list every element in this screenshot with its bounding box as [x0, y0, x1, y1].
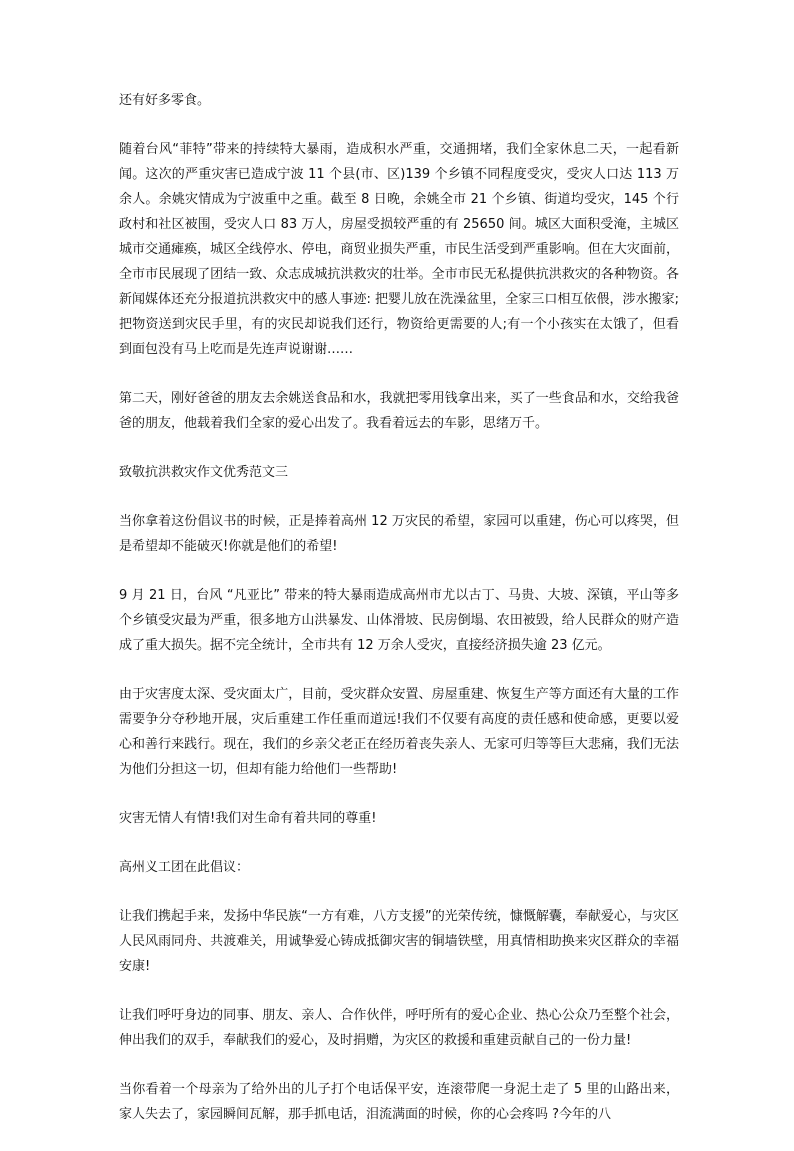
paragraph: 高州义工团在此倡议： — [119, 860, 250, 875]
paragraph: 让我们呼吁身边的同事、朋友、亲人、合作伙伴，呼吁所有的爱心企业、热心公众乃至整个社会，伸出我们的双手，奉献我们的爱心，及时捐赠，为灾区的救援和重建贡献自己的一份力量! — [119, 1008, 679, 1048]
paragraph: 9 月 21 日，台风 “凡亚比” 带来的特大暴雨造成高州市尤以古丁、马贵、大坡、深镇，平山等多个乡镇受灾最为严重，很多地方山洪暴发、山体滑坡、民房倒塌、农田被毁，给人民群众的财产造成了重大损失。据不完全统计，全市共有 12 万余人受灾，直接经济损失逾 23 亿元。 — [119, 588, 679, 653]
paragraph: 第二天，刚好爸爸的朋友去余姚送食品和水，我就把零用钱拿出来，买了一些食品和水，交给我爸爸的朋友，他载着我们全家的爱心出发了。我看着远去的车影，思绪万千。 — [119, 391, 679, 431]
paragraph: 还有好多零食。 — [119, 93, 211, 108]
paragraph: 让我们携起手来，发扬中华民族“一方有难，八方支援”的光荣传统，慷慨解囊，奉献爱心，与灾区人民风雨同舟、共渡难关，用诚挚爱心铸成抵御灾害的铜墙铁壁，用真情相助换来灾区群众的幸福安康! — [119, 909, 679, 974]
paragraph: 当你看着一个母亲为了给外出的儿子打个电话保平安，连滚带爬一身泥土走了 5 里的山路出来，家人失去了，家园瞬间瓦解，那手抓电话，泪流满面的时候，你的心会疼吗 ?今年的八 — [119, 1082, 679, 1122]
paragraph: 由于灾害度太深、受灾面太广，目前，受灾群众安置、房屋重建、恢复生产等方面还有大量的工作需要争分夺秒地开展，灾后重建工作任重而道远!我们不仅要有高度的责任感和使命感，更要以爱心和善行来践行。现在，我们的乡亲父老正在经历着丧失亲人、无家可归等等巨大悲痛，我们无法为他们分担这一切，但却有能力给他们一些帮助! — [119, 687, 679, 777]
paragraph: 当你拿着这份倡议书的时候，正是捧着高州 12 万灾民的希望，家园可以重建，伤心可以疼哭，但是希望却不能破灭!你就是他们的希望! — [119, 514, 679, 554]
paragraph: 随着台风“菲特”带来的持续特大暴雨，造成积水严重，交通拥堵，我们全家休息二天，一起看新闻。这次的严重灾害已造成宁波 11 个县(市、区)139 个乡镇不同程度受灾，受灾人口达 113 万余人。余姚灾情成为宁波重中之重。截至 8 日晚，余姚全市 21 个乡镇、街道均受灾，145 个行政村和社区被围，受灾人口 83 万人，房屋受损较严重的有 25650 间。城区大面积受淹，主城区城市交通瘫痪，城区全线停水、停电，商贸业损失严重，市民生活受到严重影响。但在大灾面前，全市市民展现了团结一致、众志成城抗洪救灾的壮举。全市市民无私提供抗洪救灾的各种物资。各新闻媒体还充分报道抗洪救灾中的感人事迹: 把婴儿放在洗澡盆里，全家三口相互依偎，涉水搬家;把物资送到灾民手里，有的灾民却说我们还行，物资给更需要的人;有一个小孩实在太饿了，但看到面包没有马上吃而是先连声说谢谢…… — [119, 142, 679, 357]
section-heading: 致敬抗洪救灾作文优秀范文三 — [119, 465, 289, 480]
document-body — [119, 88, 679, 1151]
paragraph: 灾害无情人有情!我们对生命有着共同的尊重! — [119, 811, 377, 826]
